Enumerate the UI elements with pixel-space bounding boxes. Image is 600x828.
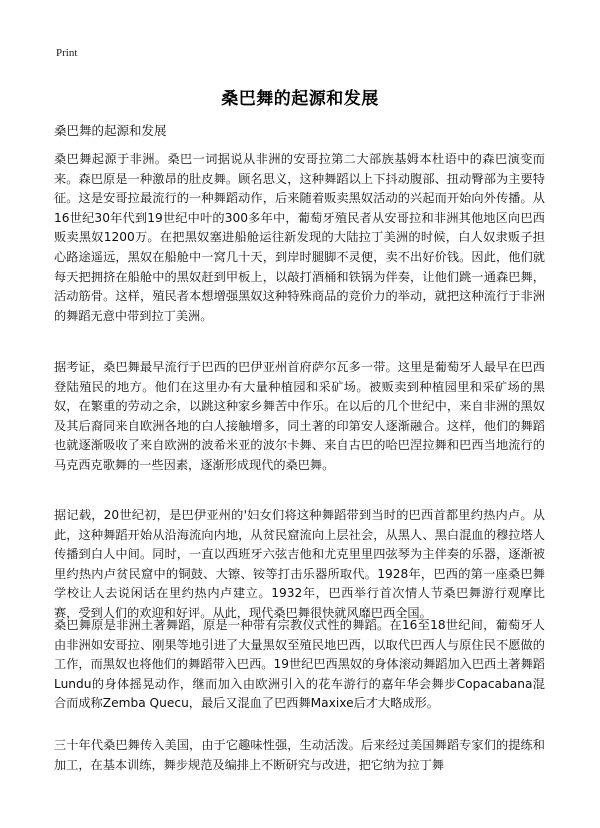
paragraph-america: 三十年代桑巴舞传入美国，由于它趣味性强，生动活泼。后来经过美国舞蹈专家们的提练和加工，在基本训练，舞步规范及编排上不断研究与改进，把它纳为拉丁舞 [54, 738, 545, 772]
paragraph-african-roots: 桑巴舞原是非洲土著舞蹈，原是一种带有宗教仪式性的舞蹈。在16至18世纪间，葡萄牙人由非洲如安哥拉、刚果等地引进了大量黑奴至殖民地巴西，以取代巴西人与原住民不愿做的工作，而黑奴也将他们的舞蹈带入巴西。19世纪巴西黑奴的身体滚动舞蹈加入巴西土著舞蹈Lundu的身体摇晃动作，继而加入由欧洲引入的花车游行的嘉年华会舞步Copacabana混合而成称Zemba Quecu，最后又混血了巴西舞Maxixe后才大略成形。 [54, 618, 545, 711]
paragraph-origin: 桑巴舞起源于非洲。桑巴一词据说从非洲的安哥拉第二大部族基姆本杜语中的森巴演变而来。森巴原是一种激昂的肚皮舞。顾名思义，这种舞蹈以上下抖动腹部、扭动臀部为主要特征。这是安哥拉最流行的一种舞蹈动作，后来随着贩卖黑奴活动的兴起而开始向外传播。从16世纪30年代到19世纪中叶的300多年中，葡萄牙殖民者从安哥拉和非洲其他地区向巴西贩卖黑奴1200万。在把黑奴塞进船舱运往新发现的大陆拉丁美洲的时候，白人奴隶贩子担心路途遥远，黑奴在船舱中一窝几十天，到岸时腿脚不灵便，卖不出好价钱。因此，他们就每天把拥挤在船舱中的黑奴赶到甲板上，以敲打酒桶和铁锅为伴奏，让他们跳一通森巴舞，活动筋骨。这样，殖民者本想增强黑奴这种特殊商品的竞价力的举动，就把这种流行于非洲的舞蹈无意中带到拉丁美洲。 [54, 152, 545, 323]
article-subtitle: 桑巴舞的起源和发展 [54, 123, 167, 138]
print-link[interactable]: Print [56, 47, 78, 59]
article-title: 桑巴舞的起源和发展 [221, 89, 379, 109]
paragraph-rio: 据记载，20世纪初，是巴伊亚州的'妇女们将这种舞蹈带到当时的巴西首都里约热内卢。从此，这种舞蹈开始从沿海流向内地，从贫民窟流向上层社会，从黑人、黑白混血的穆拉塔人传播到白人中间。同时，一直以西班牙六弦吉他和尤克里里四弦琴为主伴奏的乐器，逐渐被里约热内卢贫民窟中的铜鼓、大镲、铵等打击乐器所取代。1928年，巴西的第一座桑巴舞学校让人去说闲话在里约热内卢建立。1932年，巴西举行首次情人节桑巴舞游行观摩比赛，受到人们的欢迎和好评。从此，现代桑巴舞很快就风靡巴西全国。 [54, 508, 545, 620]
paragraph-bahia: 据考证，桑巴舞最早流行于巴西的巴伊亚州首府萨尔瓦多一带。这里是葡萄牙人最早在巴西登陆殖民的地方。他们在这里办有大量种植园和采矿场。被贩卖到种植园里和采矿场的黑奴，在繁重的劳动之余，以跳这种家乡舞苦中作乐。在以后的几个世纪中，来自非洲的黑奴及其后裔同来自欧洲各地的白人接触增多，同土著的印第安人逐渐融合。这样，他们的舞蹈也就逐渐吸收了来自欧洲的波希米亚的波尔卡舞、来自古巴的哈巴涅拉舞和巴西当地流行的马克西克歌舞的一些因素，逐渐形成现代的桑巴舞。 [54, 360, 545, 472]
